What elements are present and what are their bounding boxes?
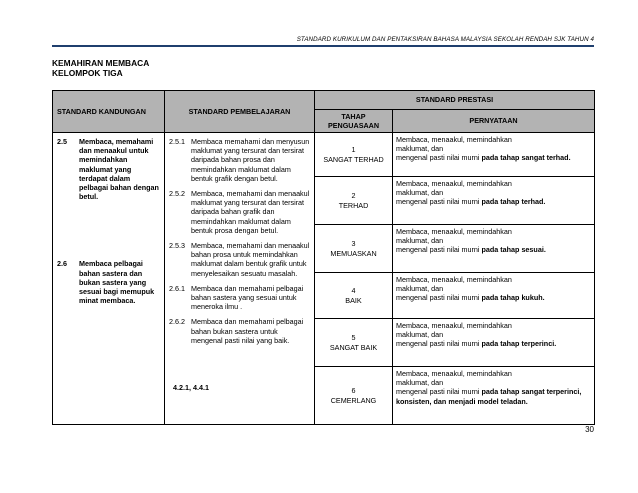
pembelajaran-cell bbox=[165, 133, 315, 425]
section-subtitle: KELOMPOK TIGA bbox=[52, 68, 123, 78]
page-number: 30 bbox=[585, 425, 594, 434]
header-standard-prestasi: STANDARD PRESTASI bbox=[315, 91, 595, 110]
level-description: Membaca, menaakul, memindahkan maklumat, dan mengenal pasti nilai murni pada tahap sangat terperinci, konsisten, dan menjadi model teladan. bbox=[393, 367, 595, 425]
level-cell: 2 TERHAD bbox=[315, 177, 393, 225]
pembelajaran-item: 2.5.1 Membaca memahami dan menyusun maklumat yang tersurat dan tersirat daripada bahan prosa dan memindahkan maklumat dalam bentuk grafik dengan betul. bbox=[169, 137, 310, 183]
level-description: Membaca, menaakul, memindahkan maklumat, dan mengenal pasti nilai murni pada tahap sangat terhad. bbox=[393, 133, 595, 177]
header-standard-kandungan: STANDARD KANDUNGAN bbox=[53, 91, 165, 133]
kandungan-cell bbox=[53, 133, 165, 425]
level-cell: 5 SANGAT BAIK bbox=[315, 319, 393, 367]
header-divider bbox=[52, 45, 594, 47]
kandungan-item: 2.5 Membaca, memahami dan menaakul untuk memindahkan maklumat yang terdapat dalam pelbagai bahan dengan betul. bbox=[57, 137, 159, 202]
section-heading bbox=[52, 58, 149, 78]
level-cell: 1 SANGAT TERHAD bbox=[315, 133, 393, 177]
pembelajaran-item: 2.6.2 Membaca dan memahami pelbagai bahan bukan sastera untuk mengenal pasti nilai yang baik. bbox=[169, 317, 304, 345]
section-title: KEMAHIRAN MEMBACA bbox=[52, 58, 150, 68]
pembelajaran-item: 2.5.2 Membaca, memahami dan menaakul maklumat yang tersurat dan tersirat daripada bahan grafik dan memindahkan maklumat dalam bentuk prosa dengan betul. bbox=[169, 189, 310, 235]
header-standard-pembelajaran: STANDARD PEMBELAJARAN bbox=[165, 91, 315, 133]
pembelajaran-item: 2.6.1 Membaca dan memahami pelbagai bahan sastera yang sesuai untuk meneroka ilmu . bbox=[169, 283, 304, 312]
level-description: Membaca, menaakul, memindahkan maklumat, dan mengenal pasti nilai murni pada tahap kukuh. bbox=[393, 273, 595, 319]
header-pernyataan: PERNYATAAN bbox=[393, 110, 595, 133]
level-description: Membaca, menaakul, memindahkan maklumat, dan mengenal pasti nilai murni pada tahap sesuai. bbox=[393, 225, 595, 273]
level-cell: 3 MEMUASKAN bbox=[315, 225, 393, 273]
reference-codes: 4.2.1, 4.4.1 bbox=[173, 383, 209, 393]
kandungan-item: 2.6 Membaca pelbagai bahan sastera dan bukan sastera yang sesuai bagi memupuk minat membaca. bbox=[57, 259, 155, 306]
level-description: Membaca, menaakul, memindahkan maklumat, dan mengenal pasti nilai murni pada tahap terhad. bbox=[393, 177, 595, 225]
standards-table bbox=[52, 90, 595, 425]
header-tahap-penguasaan: TAHAP PENGUASAAN bbox=[315, 110, 393, 133]
level-cell: 4 BAIK bbox=[315, 273, 393, 319]
level-cell: 6 CEMERLANG bbox=[315, 367, 393, 425]
level-description: Membaca, menaakul, memindahkan maklumat, dan mengenal pasti nilai murni pada tahap terperinci. bbox=[393, 319, 595, 367]
pembelajaran-item: 2.5.3 Membaca, memahami dan menaakul bahan prosa untuk memindahkan maklumat dalam bentuk grafik untuk menyelesaikan sesuatu masalah. bbox=[169, 241, 310, 278]
document-header: STANDARD KURIKULUM DAN PENTAKSIRAN BAHASA MALAYSIA SEKOLAH RENDAH SJK TAHUN 4 bbox=[296, 36, 594, 43]
